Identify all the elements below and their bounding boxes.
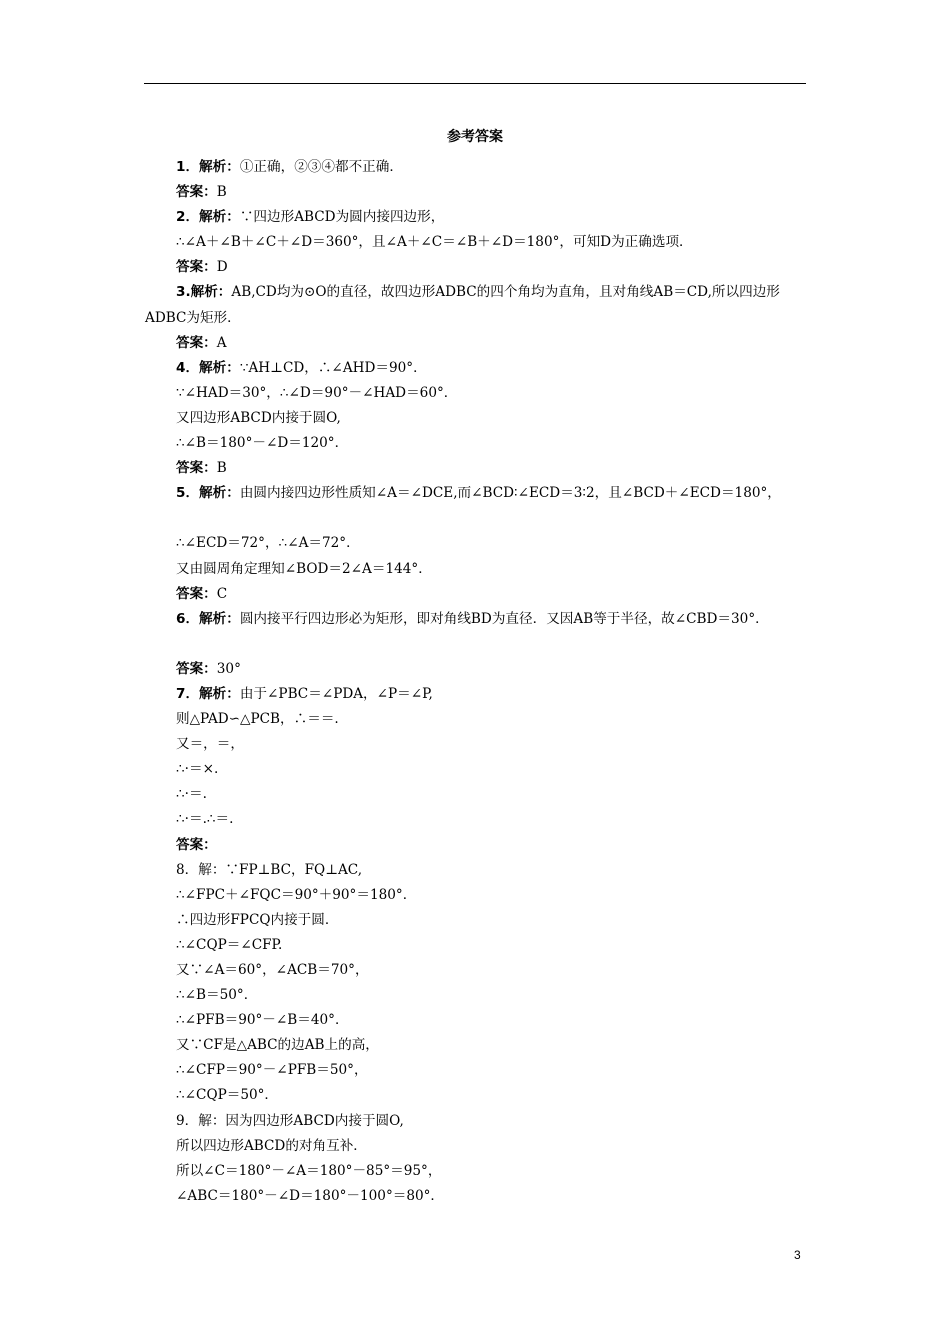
line-text: ∵∠HAD＝30°，∴∠D＝90°－∠HAD＝60°． xyxy=(176,384,458,401)
line-label: 5．解析： xyxy=(176,485,240,502)
answer-line xyxy=(145,1184,809,1209)
answer-line xyxy=(145,582,809,607)
line-label: 4．解析： xyxy=(176,359,240,376)
answer-line xyxy=(145,356,809,381)
answer-line xyxy=(145,732,809,757)
answer-line xyxy=(145,531,809,556)
answer-line xyxy=(145,908,809,933)
line-label: 3.解析： xyxy=(176,284,232,301)
line-text: B xyxy=(216,460,227,477)
line-text: 又∵∠A＝60°，∠ACB＝70°， xyxy=(176,962,369,978)
line-text: ∴∠CFP＝90°－∠PFB＝50°， xyxy=(176,1062,368,1079)
answer-line xyxy=(145,331,809,356)
answer-line xyxy=(145,1058,809,1083)
line-label: 7．解析： xyxy=(176,685,240,702)
answer-line xyxy=(145,1109,809,1134)
answer-line xyxy=(145,607,809,657)
answer-line xyxy=(145,707,809,732)
answer-line xyxy=(145,1083,809,1108)
answer-line xyxy=(145,431,809,456)
answer-line xyxy=(145,406,809,431)
line-text: 圆内接平行四边形必为矩形，即对角线BD为直径．又因AB等于半径，故∠CBD＝30°． xyxy=(239,610,769,627)
line-label: 答案： xyxy=(176,334,217,351)
line-text: ∴∠CQP＝50°． xyxy=(176,1087,279,1104)
line-text: 由于∠PBC＝∠PDA，∠P＝∠P, xyxy=(239,685,433,702)
answer-line xyxy=(145,883,809,908)
line-text: ①正确，②③④都不正确． xyxy=(239,159,403,175)
answer-line xyxy=(145,180,809,205)
line-text: 又＝，＝， xyxy=(176,736,244,753)
answer-line xyxy=(145,456,809,481)
line-text: 所以四边形ABCD的对角互补． xyxy=(176,1137,367,1154)
answer-line xyxy=(145,833,809,858)
line-text: ∠ABC＝180°－∠D＝180°－100°＝80°． xyxy=(176,1187,445,1204)
line-text: B xyxy=(216,184,227,201)
line-text: ∴·＝.∴＝. xyxy=(176,811,234,828)
answer-content xyxy=(145,155,809,1209)
line-text: ∴·＝. xyxy=(176,786,207,803)
answer-line xyxy=(145,481,809,531)
answer-line xyxy=(145,858,809,883)
answer-line xyxy=(145,1033,809,1058)
answer-line xyxy=(145,230,809,255)
header-rule xyxy=(144,83,806,84)
answer-line xyxy=(145,933,809,958)
line-text: 9．解：因为四边形ABCD内接于圆O, xyxy=(176,1112,404,1129)
line-text: ∴四边形FPCQ内接于圆． xyxy=(176,911,339,928)
answer-line xyxy=(145,682,809,707)
line-text: 由圆内接四边形性质知∠A＝∠DCE,而∠BCD∶∠ECD＝3∶2，且∠BCD＋∠ECD＝180°， xyxy=(239,485,781,502)
line-text: ∴∠FPC＋∠FQC＝90°＋90°＝180°． xyxy=(176,886,417,903)
line-text: 又四边形ABCD内接于圆O, xyxy=(176,409,341,426)
answer-line xyxy=(145,983,809,1008)
line-text: C xyxy=(216,585,228,602)
line-text: 所以∠C＝180°－∠A＝180°－85°＝95°， xyxy=(176,1162,442,1179)
line-text: 30° xyxy=(216,660,241,677)
answer-line xyxy=(145,381,809,406)
answer-line xyxy=(145,1134,809,1159)
answer-line xyxy=(145,958,809,983)
line-label: 答案： xyxy=(176,660,217,677)
line-label: 答案： xyxy=(176,184,217,201)
line-text: A xyxy=(216,334,227,351)
line-text: D xyxy=(216,259,228,276)
line-text: ∴∠B＝50°． xyxy=(176,987,258,1004)
line-text: ∴∠PFB＝90°－∠B＝40°． xyxy=(176,1012,349,1029)
line-text: 则△PAD∽△PCB，∴＝＝. xyxy=(176,711,339,728)
line-text: 8．解：∵FP⊥BC，FQ⊥AC, xyxy=(176,861,363,878)
line-label: 答案： xyxy=(176,460,217,477)
page-number: 3 xyxy=(794,1248,801,1262)
page-title: 参考答案 xyxy=(447,129,503,145)
answer-line xyxy=(145,255,809,280)
line-label: 答案： xyxy=(176,585,217,602)
line-label: 答案： xyxy=(176,259,217,276)
line-text: ∵四边形ABCD为圆内接四边形， xyxy=(239,209,445,226)
answer-line xyxy=(145,1008,809,1033)
line-text: 又∵CF是△ABC的边AB上的高， xyxy=(176,1037,379,1054)
answer-line xyxy=(145,1159,809,1184)
line-text: ∴∠CQP＝∠CFP. xyxy=(176,936,283,953)
line-text: 又由圆周角定理知∠BOD＝2∠A＝144°． xyxy=(176,560,432,577)
line-label: 1．解析： xyxy=(176,159,240,175)
line-label: 2．解析： xyxy=(176,209,240,226)
answer-line xyxy=(145,757,809,782)
line-text: ∴·＝×. xyxy=(176,761,219,778)
line-text: ∴∠B＝180°－∠D＝120°． xyxy=(176,435,349,452)
line-text: AB,CD均为⊙O的直径，故四边形ADBC的四个角均为直角，且对角线AB＝CD,所以四边形ADBC为矩形． xyxy=(145,284,780,326)
line-label: 6．解析： xyxy=(176,610,240,627)
line-text: ∴∠A＋∠B＋∠C＋∠D＝360°，且∠A＋∠C＝∠B＋∠D＝180°，可知D为正确选项． xyxy=(176,234,693,251)
line-label: 答案： xyxy=(176,836,217,853)
answer-line xyxy=(145,155,809,180)
answer-line xyxy=(145,782,809,807)
answer-line xyxy=(145,807,809,832)
answer-line xyxy=(145,205,809,230)
answer-line xyxy=(145,280,809,330)
answer-line xyxy=(145,557,809,582)
line-text: ∴∠ECD＝72°，∴∠A＝72°． xyxy=(176,535,360,552)
answer-line xyxy=(145,657,809,682)
line-text: ∵AH⊥CD，∴∠AHD＝90°． xyxy=(239,359,427,376)
